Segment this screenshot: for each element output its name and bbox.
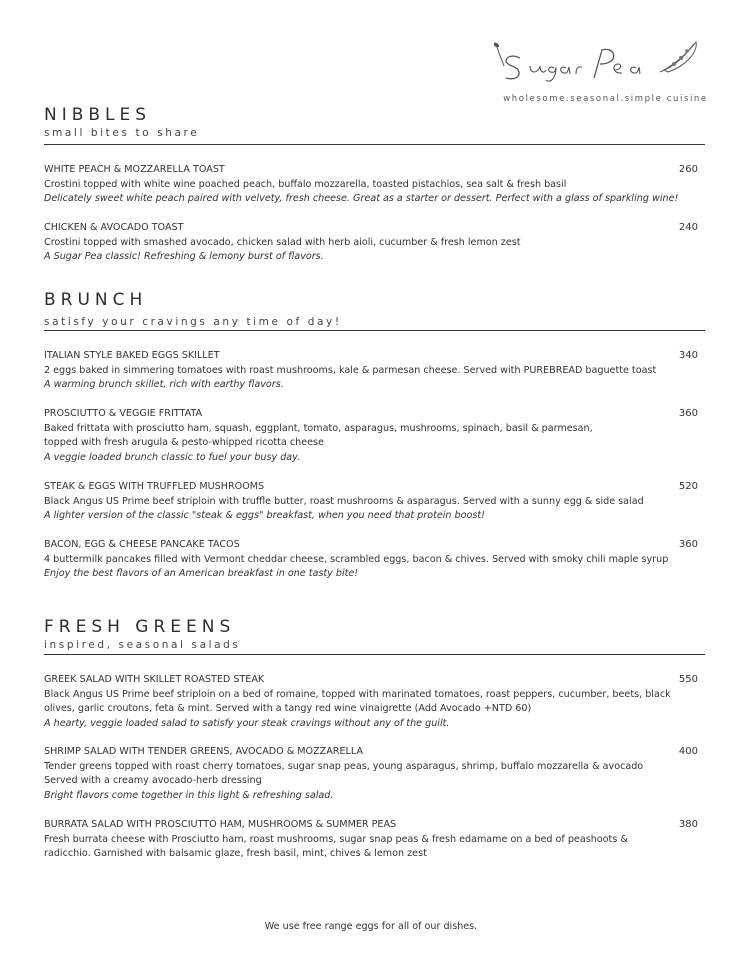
footer-note: We use free range eggs for all of our dishes.: [264, 921, 478, 932]
menu-item: [44, 163, 704, 207]
item-description: Crostini topped with white wine poached peach, buffalo mozzarella, toasted pistachios, sea salt & fresh basil: [44, 178, 567, 190]
item-name: GREEK SALAD WITH SKILLET ROASTED STEAK: [44, 674, 265, 685]
item-price: 380: [678, 819, 698, 830]
item-description-cont: topped with fresh arugula & pesto-whipped ricotta cheese: [44, 437, 324, 449]
item-note: A veggie loaded brunch classic to fuel your busy day.: [44, 451, 301, 463]
section-header-fresh-greens: [44, 617, 704, 652]
item-price: 260: [678, 164, 698, 175]
item-price: 360: [678, 539, 698, 550]
menu-item: [44, 349, 704, 393]
section-divider: [44, 654, 705, 655]
menu-item: [44, 407, 704, 465]
item-description: Black Angus US Prime beef striploin on a bed of romaine, topped with marinated tomatoes, roast peppers, cucumber, beets, black: [44, 688, 671, 700]
item-note: A warming brunch skillet, rich with earthy flavors.: [44, 379, 284, 391]
item-description: Tender greens topped with roast cherry tomatoes, sugar snap peas, young asparagus, shrimp, buffalo mozzarella & avocado: [44, 760, 644, 772]
menu-item: [44, 818, 704, 862]
section-title: NIBBLES: [44, 105, 152, 125]
section-divider: [44, 144, 705, 145]
item-description: Baked frittata with prosciutto ham, squash, eggplant, tomato, asparagus, mushrooms, spinach, basil & parmesan,: [44, 422, 593, 434]
menu-item: [44, 673, 704, 731]
item-name: SHRIMP SALAD WITH TENDER GREENS, AVOCADO & MOZZARELLA: [44, 746, 364, 757]
menu-item: [44, 745, 704, 803]
item-description: Black Angus US Prime beef striploin with truffle butter, roast mushrooms & asparagus. Served with a sunny egg & side salad: [44, 495, 644, 507]
item-note: Delicately sweet white peach paired with velvety, fresh cheese. Great as a starter or dessert. Perfect with a glass of sparkling wine!: [44, 193, 679, 205]
item-note: A lighter version of the classic "steak & eggs" breakfast, when you need that protein boost!: [44, 510, 485, 522]
item-description-cont: Served with a creamy avocado-herb dressing: [44, 775, 262, 787]
item-name: BURRATA SALAD WITH PROSCIUTTO HAM, MUSHROOMS & SUMMER PEAS: [44, 819, 397, 830]
section-title: FRESH GREENS: [44, 617, 236, 637]
item-note: Bright flavors come together in this light & refreshing salad.: [44, 789, 334, 801]
item-price: 340: [678, 350, 698, 361]
section-header-brunch: [44, 290, 704, 329]
item-name: PROSCIUTTO & VEGGIE FRITTATA: [44, 408, 203, 419]
section-title: BRUNCH: [44, 290, 148, 310]
item-description-cont: olives, garlic croutons, feta & mint. Served with a tangy red wine vinaigrette (Add Avocado +NTD 60): [44, 703, 532, 715]
item-description: 4 buttermilk pancakes filled with Vermont cheddar cheese, scrambled eggs, bacon & chives. Served with smoky chili maple syrup: [44, 553, 669, 565]
item-price: 360: [678, 408, 698, 419]
item-price: 240: [678, 222, 698, 233]
item-note: Enjoy the best flavors of an American breakfast in one tasty bite!: [44, 568, 359, 580]
item-name: WHITE PEACH & MOZZARELLA TOAST: [44, 164, 225, 175]
item-name: BACON, EGG & CHEESE PANCAKE TACOS: [44, 539, 240, 550]
section-subtitle: satisfy your cravings any time of day!: [44, 316, 342, 328]
item-description-cont: radicchio. Garnished with balsamic glaze, fresh basil, mint, chives & lemon zest: [44, 848, 427, 860]
section-header-nibbles: [44, 105, 704, 140]
item-name: STEAK & EGGS WITH TRUFFLED MUSHROOMS: [44, 481, 265, 492]
section-subtitle: inspired, seasonal salads: [44, 639, 241, 651]
item-price: 400: [678, 746, 698, 757]
item-price: 520: [678, 481, 698, 492]
section-subtitle: small bites to share: [44, 127, 200, 139]
section-divider: [44, 330, 705, 331]
item-price: 550: [678, 674, 698, 685]
item-note: A Sugar Pea classic! Refreshing & lemony burst of flavors.: [44, 251, 324, 263]
menu-item: [44, 480, 704, 524]
item-description: 2 eggs baked in simmering tomatoes with roast mushrooms, kale & parmesan cheese. Served with PUREBREAD baguette toast: [44, 364, 657, 376]
brand-logo: [490, 36, 715, 116]
sugarpea-logo-mark: [490, 36, 715, 96]
item-name: CHICKEN & AVOCADO TOAST: [44, 222, 184, 233]
item-description: Fresh burrata cheese with Prosciutto ham, roast mushrooms, sugar snap peas & fresh edamame on a bed of peashoots &: [44, 833, 628, 845]
menu-item: [44, 221, 704, 265]
brand-tagline: wholesome.seasonal.simple cuisine: [503, 94, 708, 104]
item-name: ITALIAN STYLE BAKED EGGS SKILLET: [44, 350, 220, 361]
item-description: Crostini topped with smashed avocado, chicken salad with herb aioli, cucumber & fresh lemon zest: [44, 236, 521, 248]
item-note: A hearty, veggie loaded salad to satisfy your steak cravings without any of the guilt.: [44, 717, 450, 729]
menu-item: [44, 538, 704, 582]
